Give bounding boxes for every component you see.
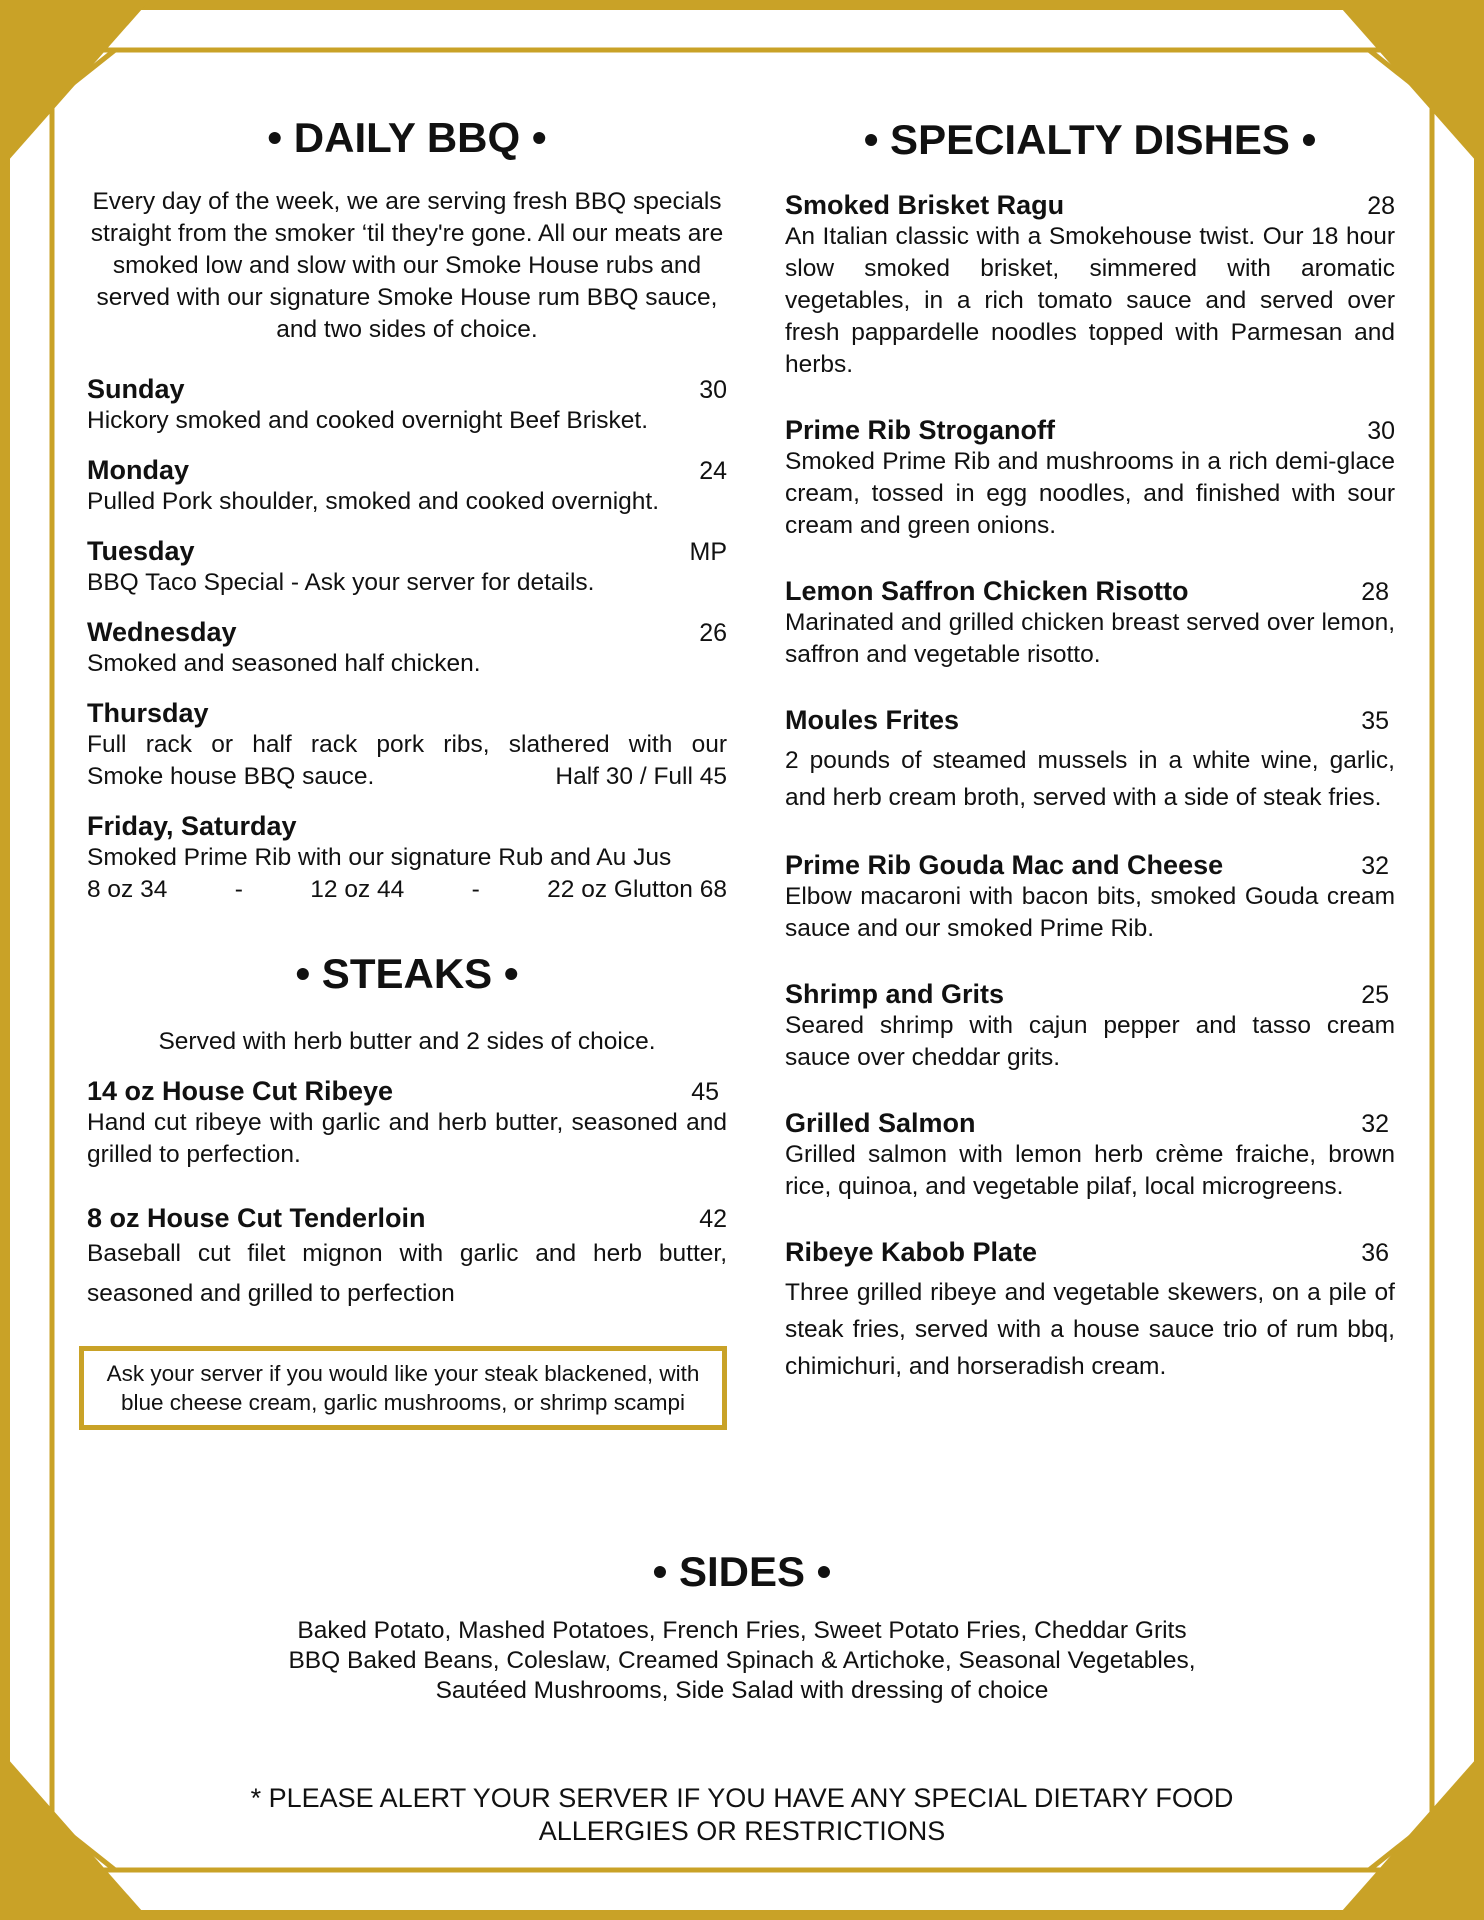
item-name: Moules Frites	[785, 705, 960, 735]
daily-bbq-intro: Every day of the week, we are serving fresh BBQ specials straight from the smoker ‘til they're gone. All our meats are smoked low and slow with our Smoke House rubs and served with our signature Smoke House rum BBQ sauce, and two sides of choice.	[90, 188, 724, 343]
item-name: Grilled Salmon	[785, 1108, 976, 1138]
sides-list-line: Baked Potato, Mashed Potatoes, French Fries, Sweet Potato Fries, Cheddar Grits	[297, 1617, 1187, 1644]
item-name: Smoked Brisket Ragu	[785, 190, 1065, 220]
item-price: 25	[1361, 981, 1389, 1009]
item-description: Grilled salmon with lemon herb crème fraiche, brown rice, quinoa, and vegetable pilaf, local microgreens.	[785, 1141, 1395, 1200]
item-description-line: Full rack or half rack pork ribs, slathered with our	[87, 731, 727, 758]
item-price: 28	[1367, 192, 1395, 220]
item-description: Baseball cut filet mignon with garlic and herb butter, seasoned and grilled to perfection	[87, 1240, 727, 1307]
menu-item-monday	[87, 455, 727, 518]
item-price: 28	[1361, 578, 1389, 606]
item-name: Prime Rib Stroganoff	[785, 415, 1056, 445]
item-description: Smoked and seasoned half chicken.	[87, 650, 481, 677]
item-description: Smoked Prime Rib and mushrooms in a rich demi-glace cream, tossed in egg noodles, and finished with sour cream and green onions.	[785, 448, 1395, 539]
item-description: Pulled Pork shoulder, smoked and cooked overnight.	[87, 488, 660, 515]
allergy-notice	[90, 1782, 1394, 1848]
size-price-row	[87, 874, 727, 906]
menu-item-wednesday	[87, 617, 727, 680]
size-option: 12 oz 44	[310, 876, 405, 903]
item-description: Seared shrimp with cajun pepper and tasso cream sauce over cheddar grits.	[785, 1012, 1395, 1071]
menu-item-moules-frites	[785, 705, 1395, 816]
menu-item-tenderloin	[87, 1203, 727, 1314]
item-name: 14 oz House Cut Ribeye	[87, 1076, 394, 1106]
item-name: 8 oz House Cut Tenderloin	[87, 1203, 426, 1233]
item-description: Smoked Prime Rib with our signature Rub and Au Jus	[87, 844, 672, 871]
size-option: 8 oz 34	[87, 876, 168, 903]
menu-item-thursday	[87, 698, 727, 793]
left-column	[87, 114, 727, 1430]
item-name: Sunday	[87, 374, 185, 404]
item-description: Hand cut ribeye with garlic and herb butter, seasoned and grilled to perfection.	[87, 1109, 727, 1168]
menu-item-grilled-salmon	[785, 1108, 1395, 1203]
menu-item-sunday	[87, 374, 727, 437]
menu-item-prime-rib-stroganoff	[785, 415, 1395, 542]
item-name: Friday, Saturday	[87, 811, 297, 841]
separator: -	[234, 876, 243, 903]
item-name: Monday	[87, 455, 190, 485]
item-price: 42	[699, 1205, 727, 1233]
item-name: Lemon Saffron Chicken Risotto	[785, 576, 1189, 606]
item-description: An Italian classic with a Smokehouse twist. Our 18 hour slow smoked brisket, simmered with aromatic vegetables, in a rich tomato sauce and served over fresh pappardelle noodles topped with Parmesan and herbs.	[785, 223, 1395, 378]
item-name: Thursday	[87, 698, 209, 728]
item-description: Elbow macaroni with bacon bits, smoked Gouda cream sauce and our smoked Prime Rib.	[785, 883, 1395, 942]
item-price: 26	[699, 619, 727, 647]
sides-list-line: BBQ Baked Beans, Coleslaw, Creamed Spinach & Artichoke, Seasonal Vegetables,	[288, 1647, 1196, 1674]
item-description: BBQ Taco Special - Ask your server for details.	[87, 569, 595, 596]
item-price: Half 30 / Full 45	[555, 763, 727, 790]
item-price: 45	[691, 1078, 719, 1106]
specialty-dishes-heading: • SPECIALTY DISHES •	[863, 116, 1317, 163]
allergy-notice-line: * PLEASE ALERT YOUR SERVER IF YOU HAVE ANY SPECIAL DIETARY FOOD	[250, 1783, 1234, 1813]
steak-options-note: Ask your server if you would like your steak blackened, with blue cheese cream, garlic mushrooms, or shrimp scampi	[79, 1346, 727, 1430]
steaks-intro: Served with herb butter and 2 sides of choice.	[158, 1028, 656, 1055]
item-price: 32	[1361, 852, 1389, 880]
item-price: 30	[1367, 417, 1395, 445]
size-option: 22 oz Glutton 68	[547, 876, 727, 903]
sides-list-line: Sautéed Mushrooms, Side Salad with dressing of choice	[435, 1677, 1049, 1704]
sides-heading: • SIDES •	[652, 1548, 832, 1595]
separator: -	[471, 876, 480, 903]
allergy-notice-line: ALLERGIES OR RESTRICTIONS	[538, 1816, 946, 1846]
item-price: 30	[699, 376, 727, 404]
steaks-heading: • STEAKS •	[295, 950, 519, 997]
item-description: Three grilled ribeye and vegetable skewers, on a pile of steak fries, served with a house sauce trio of rum bbq, chimichuri, and horseradish cream.	[785, 1279, 1395, 1380]
item-price: 36	[1361, 1239, 1389, 1267]
menu-item-friday-saturday	[87, 811, 727, 906]
menu-item-shrimp-grits	[785, 979, 1395, 1074]
menu-item-ribeye	[87, 1076, 727, 1171]
item-name: Tuesday	[87, 536, 195, 566]
item-price: 35	[1361, 707, 1389, 735]
menu-item-brisket-ragu	[785, 190, 1395, 381]
item-price: 24	[699, 457, 727, 485]
item-description: Marinated and grilled chicken breast served over lemon, saffron and vegetable risotto.	[785, 609, 1395, 668]
item-name: Prime Rib Gouda Mac and Cheese	[785, 850, 1224, 880]
menu-item-tuesday	[87, 536, 727, 599]
daily-bbq-heading: • DAILY BBQ •	[267, 114, 547, 161]
item-description-line: Smoke house BBQ sauce.	[87, 763, 375, 790]
menu-item-chicken-risotto	[785, 576, 1395, 671]
item-name: Wednesday	[87, 617, 237, 647]
right-column	[785, 116, 1395, 1419]
item-description: Hickory smoked and cooked overnight Beef Brisket.	[87, 407, 649, 434]
menu-item-ribeye-kabob	[785, 1237, 1395, 1385]
item-description: 2 pounds of steamed mussels in a white wine, garlic, and herb cream broth, served with a side of steak fries.	[785, 747, 1395, 811]
item-price: 32	[1361, 1110, 1389, 1138]
item-name: Ribeye Kabob Plate	[785, 1237, 1038, 1267]
sides-section	[90, 1548, 1394, 1706]
item-name: Shrimp and Grits	[785, 979, 1005, 1009]
menu-item-gouda-mac	[785, 850, 1395, 945]
item-price: MP	[689, 538, 727, 566]
